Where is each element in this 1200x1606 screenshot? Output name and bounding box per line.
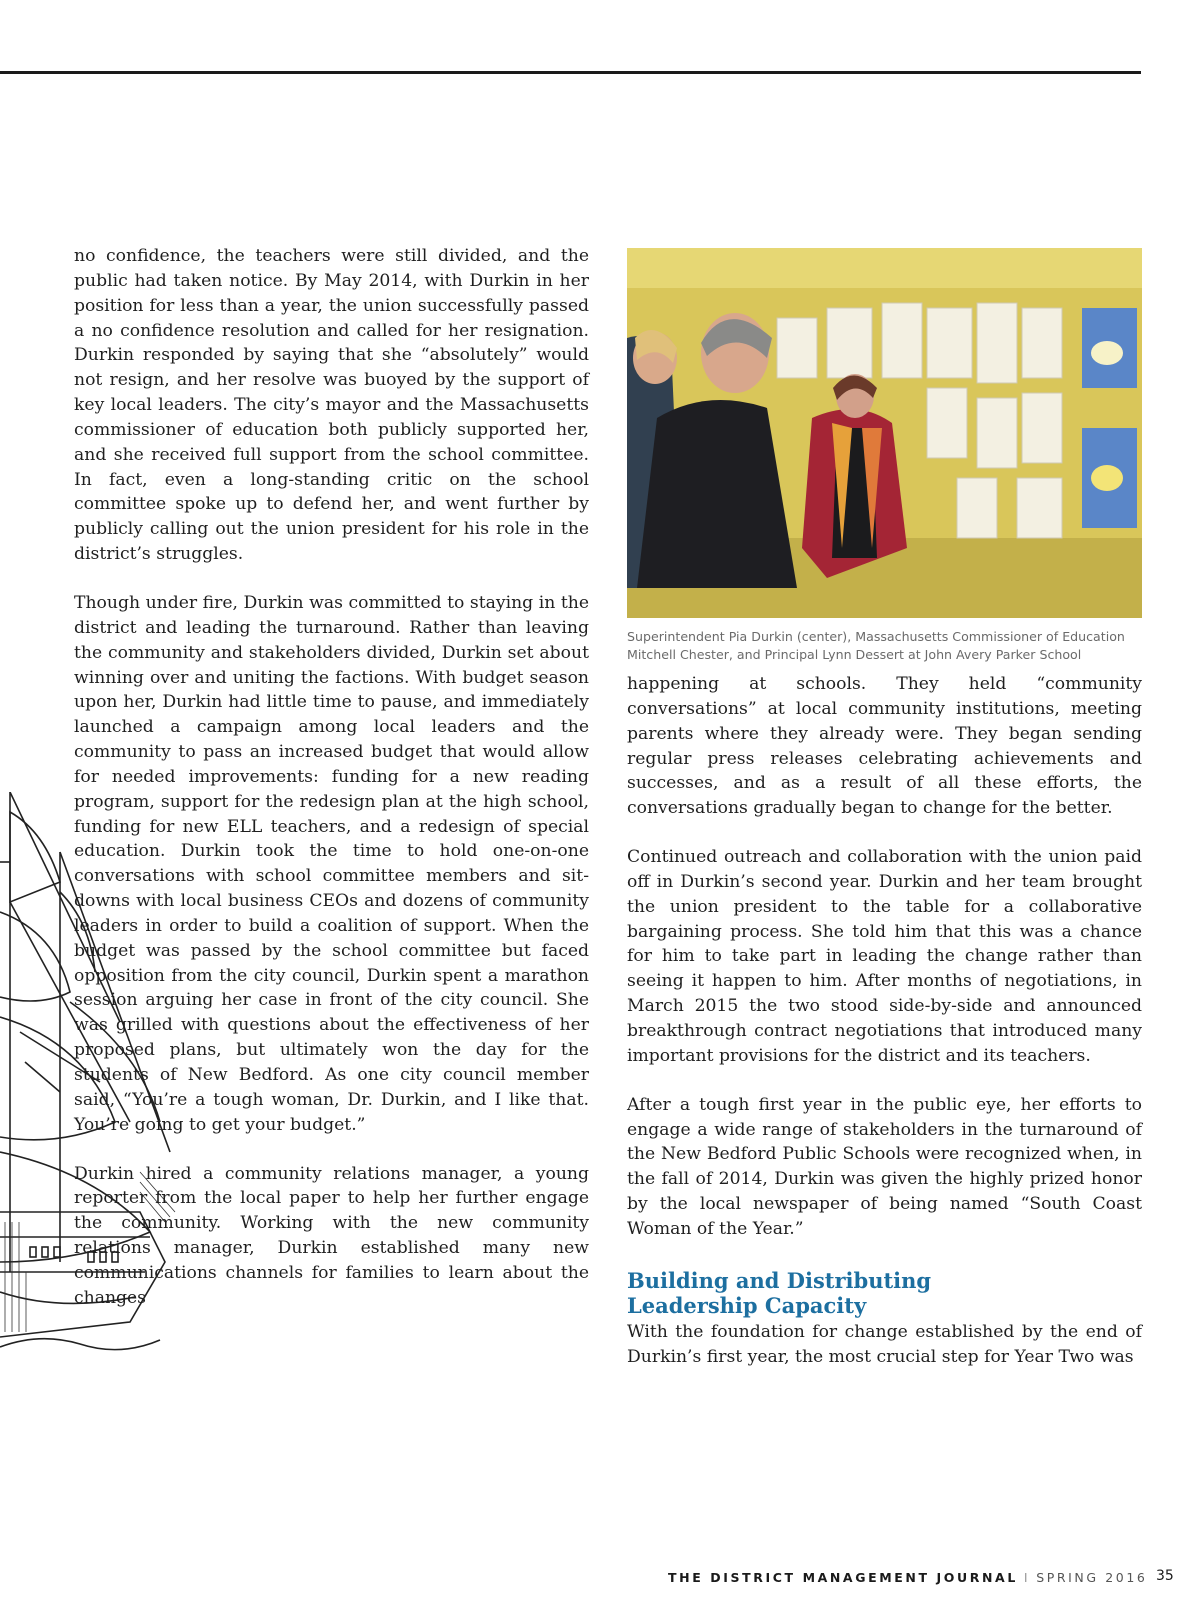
section-heading: Building and Distributing Leadership Capacity — [627, 1267, 932, 1318]
photo-caption: Superintendent Pia Durkin (center), Massachusetts Commissioner of Education Mitchell Chester, and Principal Lynn Dessert at John Avery Parker School — [627, 629, 1125, 662]
body-paragraph: After a tough first year in the public eye, her efforts to engage a wide range of stakeholders in the turnaround of the New Bedford Public Schools were recognized when, in the fall of 2014, Durkin was given the highly prized honor by the local newspaper of being named “South Coast Woman of the Year.” — [627, 1094, 1142, 1239]
footer-separator: I — [1023, 1570, 1031, 1585]
body-paragraph: Though under fire, Durkin was committed to staying in the district and leading the turnaround. Rather than leaving the community and stakeholders divided, Durkin set about winning over and uniting the factions. With budget season upon her, Durkin had little time to pause, and immediately launched a campaign among local leaders and the community to pass an increased budget that would allow for needed improvements: funding for a new reading program, support for the redesign plan at the high school, funding for new ELL teachers, and a redesign of special education. Durkin took the time to hold one-on-one conversations with school committee members and sit-downs with local business CEOs and dozens of community leaders in order to build a coalition of support. When the budget was passed by the school committee but faced opposition from the city council, Durkin spent a marathon session arguing her case in front of the city council. She was grilled with questions about the effectiveness of her proposed plans, but ultimately won the day for the students of New Bedford. As one city council member said, “You’re a tough woman, Dr. Durkin, and I like that. You’re going to get your budget.” — [74, 592, 589, 1135]
right-column — [627, 672, 1142, 1369]
footer — [668, 1570, 1147, 1585]
photo — [627, 248, 1142, 618]
body-paragraph: no confidence, the teachers were still divided, and the public had taken notice. By May 2014, with Durkin in her position for less than a year, the union successfully passed a no confidence resolution and called for her resignation. Durkin responded by saying that she “absolutely” would not resign, and her resolve was buoyed by the support of key local leaders. The city’s mayor and the Massachusetts commissioner of education both publicly supported her, and she received full support from the school committee. In fact, even a long-standing critic on the school committee spoke up to defend her, and went further by publicly calling out the union president for his role in the district’s struggles. — [74, 246, 589, 565]
page-number: 35 — [1156, 1568, 1174, 1584]
body-paragraph: Durkin hired a community relations manager, a young reporter from the local paper to help her further engage the community. Working with the new community relations manager, Durkin established many new communications channels for families to learn about the changes — [74, 1163, 589, 1308]
body-paragraph: happening at schools. They held “community conversations” at local community institutions, meeting parents where they already were. They began sending regular press releases celebrating achievements and successes, and as a result of all these efforts, the conversations gradually began to change for the better. — [627, 674, 1142, 819]
body-paragraph: With the foundation for change established by the end of Durkin’s first year, the most crucial step for Year Two was — [627, 1321, 1142, 1367]
journal-name: THE DISTRICT MANAGEMENT JOURNAL — [668, 1570, 1018, 1585]
issue-season: SPRING 2016 — [1036, 1570, 1148, 1585]
body-paragraph: Continued outreach and collaboration with the union paid off in Durkin’s second year. Durkin and her team brought the union president to the table for a collaborative bargaining process. She told him that this was a chance for him to take part in leading the change rather than seeing it happen to him. After months of negotiations, in March 2015 the two stood side-by-side and announced breakthrough contract negotiations that introduced many important provisions for the district and its teachers. — [627, 847, 1142, 1066]
left-column — [74, 244, 589, 1311]
top-rule — [0, 71, 1141, 74]
